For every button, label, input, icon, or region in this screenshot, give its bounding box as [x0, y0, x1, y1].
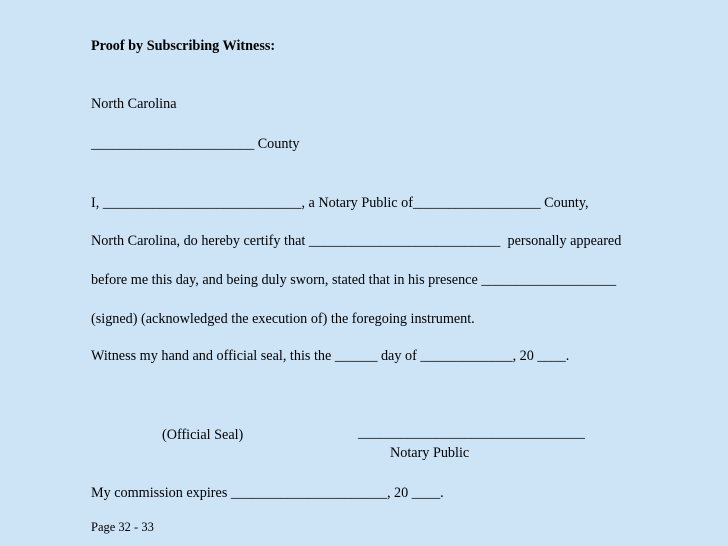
- certification-line-1: I, ____________________________, a Notary Public of__________________ County,: [91, 195, 589, 211]
- form-title: Proof by Subscribing Witness:: [91, 38, 276, 54]
- certification-line-4: (signed) (acknowledged the execution of) the foregoing instrument.: [91, 311, 475, 327]
- official-seal-label: (Official Seal): [162, 427, 244, 443]
- state-name: North Carolina: [91, 96, 177, 112]
- certification-line-3: before me this day, and being duly sworn, stated that in his presence ___________________: [91, 272, 617, 288]
- notary-public-label: Notary Public: [390, 445, 470, 461]
- page-number: Page 32 - 33: [91, 520, 154, 534]
- county-line: _______________________ County: [91, 136, 300, 152]
- commission-expiry-line: My commission expires ______________________, 20 ____.: [91, 485, 444, 501]
- certification-line-2: North Carolina, do hereby certify that ___________________________ personally appeared: [91, 233, 622, 249]
- witness-line: Witness my hand and official seal, this the ______ day of _____________, 20 ____.: [91, 348, 570, 364]
- notary-signature-line: ________________________________: [358, 425, 585, 441]
